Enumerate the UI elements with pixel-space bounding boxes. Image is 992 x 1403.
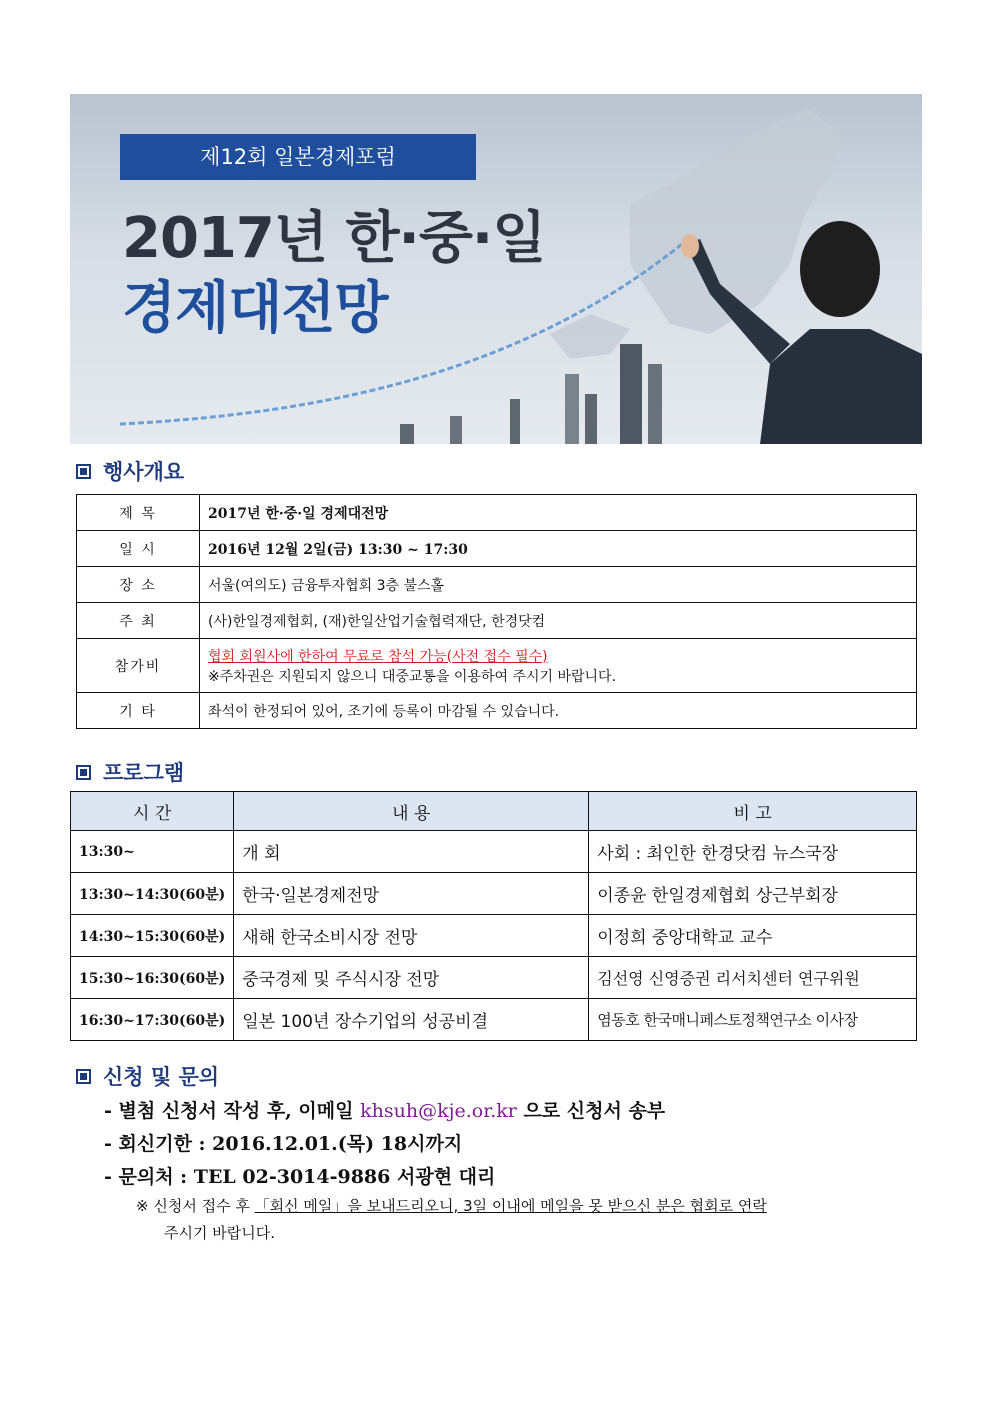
overview-table <box>76 494 917 729</box>
row-label: 기 타 <box>77 693 200 729</box>
table-row <box>71 831 917 873</box>
note-cell: 이정희 중앙대학교 교수 <box>589 915 917 957</box>
overview-heading <box>76 456 184 486</box>
content-cell: 개 회 <box>234 831 589 873</box>
table-row <box>71 873 917 915</box>
overview-heading-text: 행사개요 <box>103 460 185 484</box>
note-cell: 염동호 한국매니페스토정책연구소 이사장 <box>589 999 917 1041</box>
apply-line-deadline: - 회신기한 : 2016.12.01.(목) 18시까지 <box>104 1133 463 1155</box>
note-cell: 김선영 신영증권 리서치센터 연구위원 <box>589 957 917 999</box>
program-table <box>70 791 917 1041</box>
time-cell: 13:30~14:30(60분) <box>71 873 234 915</box>
content-cell: 한국·일본경제전망 <box>234 873 589 915</box>
content-cell: 일본 100년 장수기업의 성공비결 <box>234 999 589 1041</box>
content-cell: 중국경제 및 주식시장 전망 <box>234 957 589 999</box>
content-cell: 새해 한국소비시장 전망 <box>234 915 589 957</box>
apply-line-email <box>104 1096 665 1123</box>
time-cell: 14:30~15:30(60분) <box>71 915 234 957</box>
apply-line-contact: - 문의처 : TEL 02-3014-9886 서광현 대리 <box>104 1166 496 1188</box>
banner-subtitle: 경제대전망 <box>122 276 388 341</box>
program-heading-text: 프로그램 <box>103 761 185 785</box>
time-cell: 15:30~16:30(60분) <box>71 957 234 999</box>
apply-heading-text: 신청 및 문의 <box>103 1065 220 1089</box>
fee-notice: 협회 회원사에 한하여 무료로 참석 가능(사전 접수 필수) <box>208 648 548 665</box>
note-text: 신청서 접수 후 <box>153 1197 255 1215</box>
column-header: 비 고 <box>589 792 917 831</box>
row-label: 주 최 <box>77 603 200 639</box>
event-banner <box>70 94 922 444</box>
table-row <box>77 495 917 531</box>
square-bullet-icon <box>76 1069 91 1084</box>
row-label: 장 소 <box>77 567 200 603</box>
column-header: 시 간 <box>71 792 234 831</box>
program-heading <box>76 757 184 787</box>
note-cell: 이종윤 한일경제협회 상근부회장 <box>589 873 917 915</box>
row-value: 좌석이 한정되어 있어, 조기에 등록이 마감될 수 있습니다. <box>200 693 917 729</box>
apply-note <box>136 1193 922 1247</box>
note-text-end: 주시기 바랍니다. <box>164 1224 275 1242</box>
parking-notice: ※주차권은 지원되지 않으니 대중교통을 이용하여 주시기 바랍니다. <box>208 668 617 685</box>
table-row <box>77 639 917 693</box>
row-value: 서울(여의도) 금융투자협회 3층 불스홀 <box>200 567 917 603</box>
row-value <box>200 639 917 693</box>
row-label: 참가비 <box>77 639 200 693</box>
note-text-underlined: 「회신 메일」을 보내드리오니, 3일 이내에 메일을 못 받으신 분은 협회로 연락 <box>254 1197 767 1215</box>
row-value: 2016년 12월 2일(금) 13:30 ~ 17:30 <box>200 531 917 567</box>
table-row <box>71 999 917 1041</box>
row-value: 2017년 한·중·일 경제대전망 <box>200 495 917 531</box>
table-header-row <box>71 792 917 831</box>
time-cell: 13:30~ <box>71 831 234 873</box>
banner-ribbon: 제12회 일본경제포럼 <box>120 134 476 180</box>
email-link[interactable]: khsuh@kje.or.kr <box>360 1100 517 1122</box>
row-label: 제 목 <box>77 495 200 531</box>
apply-line-text: 으로 신청서 송부 <box>516 1100 666 1122</box>
table-row <box>71 957 917 999</box>
table-row <box>71 915 917 957</box>
table-row <box>77 531 917 567</box>
column-header: 내 용 <box>234 792 589 831</box>
row-value: (사)한일경제협회, (재)한일산업기술협력재단, 한경닷컴 <box>200 603 917 639</box>
table-row <box>77 603 917 639</box>
time-cell: 16:30~17:30(60분) <box>71 999 234 1041</box>
square-bullet-icon <box>76 464 91 479</box>
note-cell: 사회 : 최인한 한경닷컴 뉴스국장 <box>589 831 917 873</box>
table-row <box>77 567 917 603</box>
apply-line-text: - 별첨 신청서 작성 후, 이메일 <box>104 1100 361 1122</box>
banner-title: 2017년 한·중·일 <box>122 206 546 271</box>
row-label: 일 시 <box>77 531 200 567</box>
note-mark: ※ <box>136 1197 149 1215</box>
apply-heading <box>76 1061 219 1091</box>
table-row <box>77 693 917 729</box>
square-bullet-icon <box>76 765 91 780</box>
